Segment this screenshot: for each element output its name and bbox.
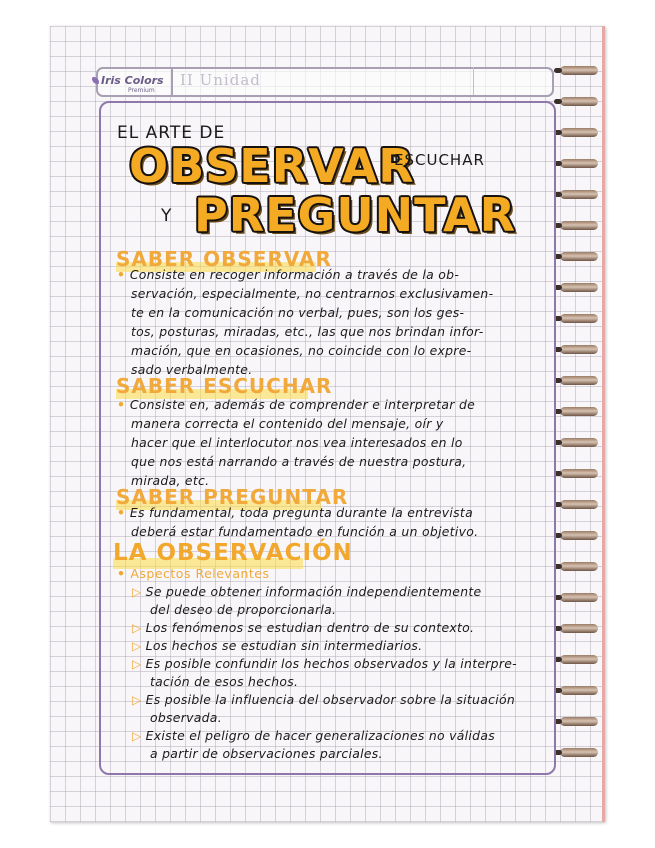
spiral-coil — [560, 376, 598, 385]
spiral-coil — [560, 252, 598, 261]
observacion-item-cont: a partir de observaciones parciales. — [150, 746, 383, 761]
brand-sub: Premium — [128, 87, 155, 94]
spiral-coil — [560, 686, 598, 695]
observar-line: tos, posturas, miradas, etc., las que nos brindan infor- — [131, 324, 484, 339]
spiral-coil — [560, 159, 598, 168]
escuchar-line: • Consiste en, además de comprender e interpretar de — [117, 397, 476, 412]
header-bar — [96, 67, 554, 97]
observacion-item: ▷ Los hechos se estudian sin intermediarios. — [132, 638, 423, 653]
spiral-coil — [560, 345, 598, 354]
header-divider — [171, 67, 173, 95]
observar-line: mación, que en ocasiones, no coincide con lo expre- — [131, 343, 472, 358]
spiral-coil — [560, 469, 598, 478]
heading-saber-preguntar: SABER PREGUNTAR — [116, 485, 349, 509]
spiral-coil — [560, 190, 598, 199]
spiral-coil — [560, 97, 598, 106]
observar-line: servación, especialmente, no centrarnos exclusivamen- — [131, 286, 494, 301]
escuchar-line: manera correcta el contenido del mensaje, oír y — [131, 416, 444, 431]
observacion-item: ▷ Existe el peligro de hacer generalizaciones no válidas — [132, 728, 495, 743]
spiral-binding — [560, 66, 610, 786]
title-observar: OBSERVAR — [129, 139, 415, 193]
observacion-item: ▷ Se puede obtener información independientemente — [132, 584, 482, 599]
title-y: Y — [161, 206, 173, 226]
escuchar-line: mirada, etc. — [131, 473, 210, 488]
brand-name: Iris Colors — [101, 74, 164, 87]
spiral-coil — [560, 531, 598, 540]
spiral-coil — [560, 66, 598, 75]
title-line1: EL ARTE DE — [117, 123, 226, 143]
unit-label: II Unidad — [180, 71, 261, 89]
spiral-coil — [560, 655, 598, 664]
spiral-coil — [560, 748, 598, 757]
spiral-coil — [560, 717, 598, 726]
observacion-item: ▷ Los fenómenos se estudian dentro de su contexto. — [132, 620, 475, 635]
spiral-coil — [560, 624, 598, 633]
preguntar-line: deberá estar fundamentado en función a un objetivo. — [131, 524, 479, 539]
escuchar-line: hacer que el interlocutor nos vea interesados en lo — [131, 435, 463, 450]
spiral-coil — [560, 283, 598, 292]
observacion-item: ▷ Es posible la influencia del observador sobre la situación — [132, 692, 515, 707]
spiral-coil — [560, 500, 598, 509]
escuchar-line: que nos está narrando a través de nuestra postura, — [131, 454, 467, 469]
observar-line: te en la comunicación no verbal, pues, son los ges- — [131, 305, 465, 320]
observacion-item: ▷ Es posible confundir los hechos observados y la interpre- — [132, 656, 517, 671]
heading-saber-escuchar: SABER ESCUCHAR — [116, 374, 333, 398]
title-escuchar: ESCUCHAR — [394, 151, 485, 169]
observar-line: sado verbalmente. — [131, 362, 253, 377]
observacion-item-cont: tación de esos hechos. — [150, 674, 299, 689]
preguntar-line: • Es fundamental, toda pregunta durante la entrevista — [117, 505, 473, 520]
spiral-coil — [560, 562, 598, 571]
spiral-coil — [560, 314, 598, 323]
spiral-coil — [560, 221, 598, 230]
aspectos-subheading: • Aspectos Relevantes — [117, 566, 270, 581]
header-divider — [473, 67, 474, 95]
observar-line: • Consiste en recoger información a través de la ob- — [117, 267, 460, 282]
title-preguntar: PREGUNTAR — [194, 188, 516, 242]
spiral-coil — [560, 407, 598, 416]
heading-saber-observar: SABER OBSERVAR — [116, 247, 332, 271]
observacion-item-cont: observada. — [150, 710, 222, 725]
spiral-coil — [560, 438, 598, 447]
heading-la-observacion: LA OBSERVACIÓN — [113, 540, 353, 566]
observacion-item-cont: del deseo de proporcionarla. — [150, 602, 337, 617]
spiral-coil — [560, 593, 598, 602]
spiral-coil — [560, 128, 598, 137]
